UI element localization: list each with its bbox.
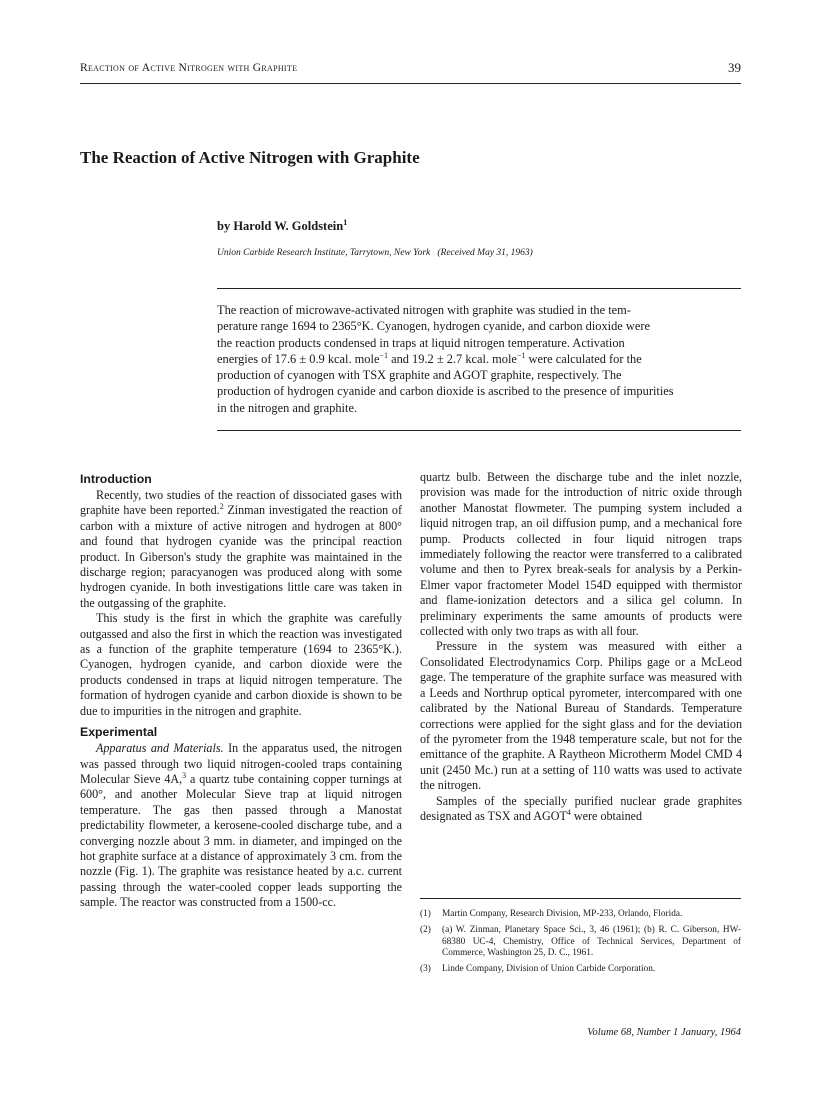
abstract-rule-bottom bbox=[217, 430, 741, 431]
experimental-paragraph-1 bbox=[80, 741, 402, 910]
header-rule bbox=[80, 83, 741, 84]
page-number: 39 bbox=[728, 60, 741, 75]
abstract-text: and 19.2 ± 2.7 kcal. mole bbox=[387, 351, 517, 366]
abstract bbox=[217, 302, 741, 416]
abstract-line: perature range 1694 to 2365°K. Cyanogen, hydrogen cyanide, and carbon dioxide were bbox=[217, 319, 650, 334]
introduction-heading: Introduction bbox=[80, 472, 152, 486]
footnote-mark: 2 bbox=[219, 502, 224, 512]
author-line bbox=[217, 219, 347, 234]
footnote-item bbox=[420, 964, 741, 975]
footnote-text: (a) W. Zinman, Planetary Space Sci., 3, 46 (1961); (b) R. C. Giberson, HW-68380 UC-4, Chemistry, Office of Technical Services, Department of Commerce, Washington 25, D. C., 1961. bbox=[442, 925, 741, 958]
footnote-rule bbox=[420, 898, 741, 899]
footnote-number: (3) bbox=[420, 964, 431, 975]
journal-footer: Volume 68, Number 1 January, 1964 bbox=[587, 1027, 741, 1038]
footnote-mark: 3 bbox=[182, 770, 187, 780]
abstract-text: energies of 17.6 ± 0.9 kcal. mole bbox=[217, 351, 380, 366]
abstract-line: production of hydrogen cyanide and carbon dioxide is ascribed to the presence of impurities bbox=[217, 384, 674, 399]
paragraph-text: were obtained bbox=[570, 808, 643, 823]
intro-paragraph-1 bbox=[80, 488, 402, 611]
abstract-text: were calculated for the bbox=[525, 351, 642, 366]
abstract-rule-top bbox=[217, 288, 741, 289]
paragraph-text: Recently, two studies of the reaction of dissociated gases with graphite have been reported. bbox=[80, 488, 402, 518]
paragraph-text: a quartz tube containing copper turnings at 600°, and another Molecular Sieve trap at liquid nitrogen temperature. The gas then passed through a Manostat predictability flowmeter, a kerosene-cooled discharge tube, and a converging nozzle about 3 mm. in diameter, and impinged on the hot graphite surface at a distance of approximately 3 cm. from the nozzle (Fig. 1). The graphite was resistance heated by a.c. current passing through the water-cooled copper leads supporting the sample. The reactor was constructed from a 1500-cc. bbox=[80, 771, 402, 910]
article-title: The Reaction of Active Nitrogen with Graphite bbox=[80, 148, 420, 167]
right-paragraph-2: Pressure in the system was measured with either a Consolidated Electrodynamics Corp. Philips gage or a McLeod gage. The temperature of the graphite surface was measured with a Leeds and Northrup optical pyrometer, intercompared with one calibrated by the National Bureau of Standards. Temperature corrections were applied for the sight glass and for the deviation of the pyrometer from the 1948 temperature scale, but not for the emittance of the graphite. A Raytheon Microtherm Model CMD 4 unit (2450 Mc.) run at a setting of 110 watts was used to activate the nitrogen. bbox=[420, 639, 742, 793]
right-column bbox=[420, 470, 742, 824]
abstract-line: production of cyanogen with TSX graphite and AGOT graphite, respectively. The bbox=[217, 368, 622, 383]
footnote-mark: 4 bbox=[566, 807, 571, 817]
paragraph-text: Samples of the specially purified nuclear grade graphites designated as TSX and AGOT bbox=[420, 793, 742, 823]
abstract-line: in the nitrogen and graphite. bbox=[217, 400, 358, 415]
abstract-line: The reaction of microwave-activated nitrogen with graphite was studied in the tem- bbox=[217, 303, 631, 317]
paragraph-text: Zinman investigated the reaction of carbon with a mixture of active nitrogen and hydrogen at 800° and found that hydrogen cyanide was the principal reaction product. In Giberson's study the graphite was maintained in the discharge region; paracyanogen was produced along with some hydrogen cyanide. In both investigations little care was taken in the outgassing of the graphite. bbox=[80, 503, 403, 610]
footnote-text: Martin Company, Research Division, MP-233, Orlando, Florida. bbox=[442, 909, 683, 919]
footnote-number: (1) bbox=[420, 909, 431, 919]
affiliation bbox=[217, 248, 533, 258]
superscript: −1 bbox=[516, 350, 526, 360]
author-footnote-mark: 1 bbox=[343, 217, 348, 227]
right-paragraph-1: quartz bulb. Between the discharge tube and the inlet nozzle, provision was made for the introduction of nitric oxide through another Manostat flowmeter. The pumping system included a liquid nitrogen trap, an oil diffusion pump, and a mechanical fore pump. Products collected in four liquid nitrogen traps immediately following the reactor were transferred to a calibrated volume and then to Pyrex break-seals for analysis by a Perkin-Elmer vapor fractometer Model 154D equipped with thermistor and flame-ionization detectors and a silica gel column. In preliminary experiments the same amounts of products were collected with only two traps as with all four. bbox=[420, 470, 742, 639]
footnote-number: (2) bbox=[420, 925, 431, 936]
running-head: Reaction of Active Nitrogen with Graphite bbox=[80, 62, 298, 74]
intro-paragraph-2: This study is the first in which the graphite was carefully outgassed and also the first in which the reaction was investigated as a function of the graphite temperature (1694 to 2365°K.). Cyanogen, hydrogen cyanide, and carbon dioxide were the products condensed in traps at liquid nitrogen temperature. The formation of hydrogen cyanide and carbon dioxide is shown to be due to impurities in the nitrogen and graphite. bbox=[80, 611, 402, 718]
abstract-line: the reaction products condensed in traps at liquid nitrogen temperature. Activation bbox=[217, 335, 625, 350]
left-column bbox=[80, 470, 402, 911]
affiliation-institution: Union Carbide Research Institute, Tarrytown, New York bbox=[217, 248, 431, 258]
subheading: Apparatus and Materials. bbox=[96, 741, 224, 756]
received-date: (Received May 31, 1963) bbox=[437, 248, 533, 258]
experimental-heading: Experimental bbox=[80, 725, 158, 740]
footnote-text: Linde Company, Division of Union Carbide Corporation. bbox=[442, 964, 656, 975]
paragraph-text: In the apparatus used, the nitrogen was passed through two liquid nitrogen-cooled traps containing Molecular Sieve 4A, bbox=[80, 741, 402, 786]
right-paragraph-3 bbox=[420, 794, 742, 825]
footnotes bbox=[420, 909, 741, 980]
superscript: −1 bbox=[379, 350, 388, 360]
footnote-item bbox=[420, 925, 741, 959]
footnote-item bbox=[420, 909, 741, 920]
abstract-line bbox=[217, 351, 741, 367]
author-name: by Harold W. Goldstein bbox=[217, 219, 344, 233]
